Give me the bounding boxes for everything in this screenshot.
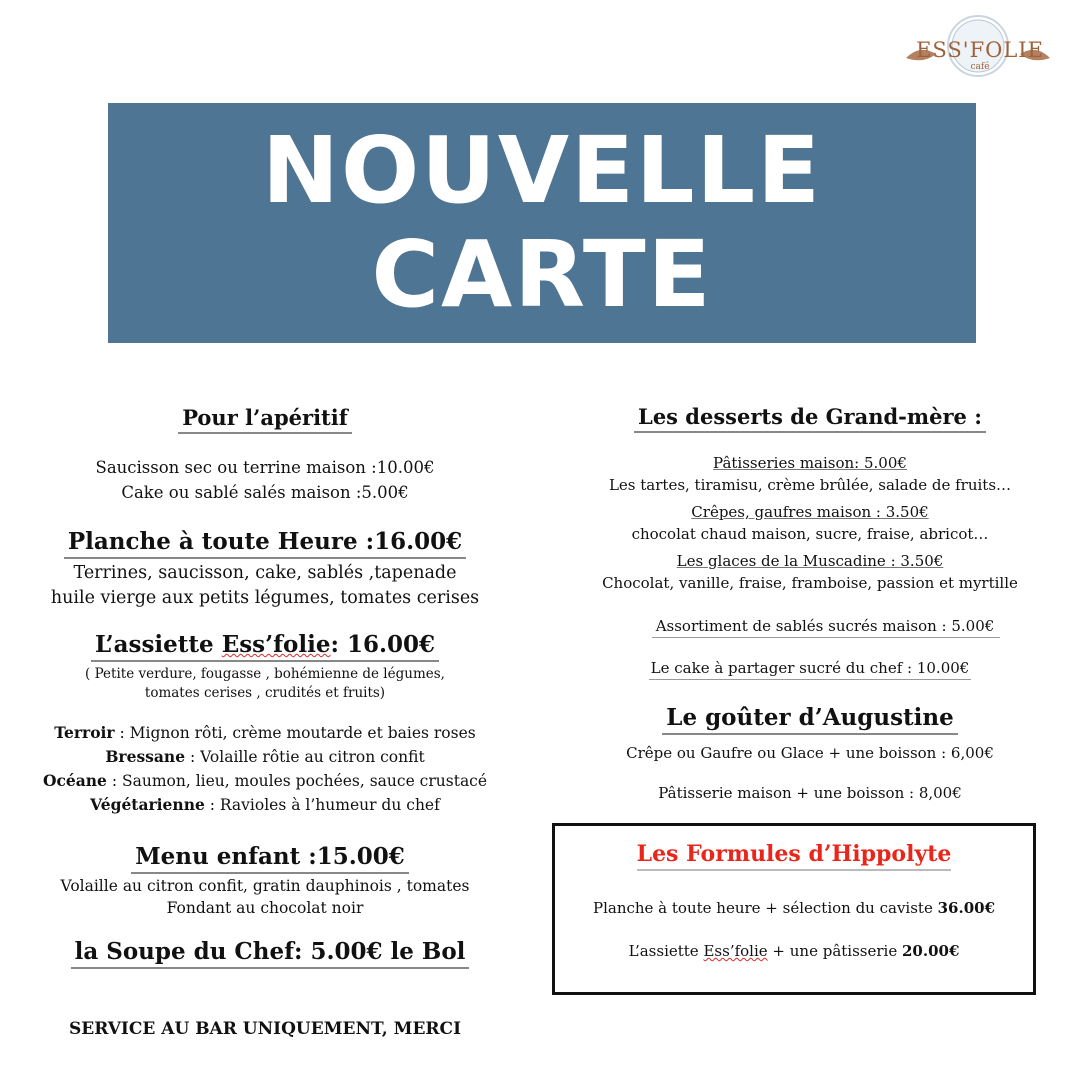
variant-description: : Ravioles à l’humeur du chef [204,796,440,814]
variant-description: : Mignon rôti, crème moutarde et baies roses [114,724,476,742]
title-banner [108,103,976,343]
variant-name: Bressane [105,747,186,766]
variant-description: : Saumon, lieu, moules pochées, sauce crustacé [106,772,488,790]
dessert-heading: Les glaces de la Muscadine : 3.50€ [676,552,944,570]
dessert-description: Les tartes, tiramisu, crème brûlée, salade de fruits… [608,476,1012,494]
assiette-title-price: : 16.00€ [330,631,436,658]
dessert-heading: Pâtisseries maison: 5.00€ [713,454,907,472]
assiette-section [0,631,530,658]
assiette-variants [0,721,530,817]
variant-row [0,793,530,817]
desserts-title: Les desserts de Grand-mère : [634,404,986,433]
menu-enfant-title: Menu enfant :15.00€ [131,843,409,874]
formule-item [555,899,1033,917]
cake-text: Le cake à partager sucré du chef : 10.00€ [649,659,972,680]
planche-description [0,561,530,611]
dessert-item [540,550,1080,594]
variant-description: : Volaille rôtie au citron confit [185,748,425,766]
formule-description: Planche à toute heure + sélection du caviste [592,899,938,917]
gouter-item: Pâtisserie maison + une boisson : 8,00€ [658,784,962,802]
assiette-description [0,665,530,703]
variant-name: Terroir [54,723,115,742]
variant-name: Océane [42,771,107,790]
formule-description: + une pâtisserie [767,942,902,960]
menu-enfant-section [0,843,540,870]
formule-item [555,942,1033,960]
variant-name: Végétarienne [90,795,205,814]
formules-header [555,841,1033,867]
formule-price: 20.00€ [901,942,960,960]
variant-row [0,769,530,793]
dessert-heading: Crêpes, gaufres maison : 3.50€ [691,503,929,521]
aperitif-list [0,455,530,505]
planche-section [0,528,530,555]
service-note: SERVICE AU BAR UNIQUEMENT, MERCI [68,1019,462,1039]
dessert-description: Chocolat, vanille, fraise, framboise, passion et myrtille [602,574,1018,592]
banner-title-line-1: NOUVELLE [261,117,823,224]
assiette-title-prefix: L’assiette [94,631,222,658]
menu-enfant-description [0,875,530,919]
gouter-section [540,704,1080,731]
planche-line: huile vierge aux petits légumes, tomates cerises [50,588,480,608]
assiette-title [91,631,439,662]
sables-text: Assortiment de sablés sucrés maison : 5.00€ [652,617,1001,638]
soupe-title: la Soupe du Chef: 5.00€ le Bol [71,938,470,969]
dessert-item [540,452,1080,496]
menu-enfant-line: Volaille au citron confit, gratin dauphinois , tomates [60,877,470,895]
cake-line [540,659,1080,677]
assiette-line: ( Petite verdure, fougasse , bohémienne de légumes, [85,666,445,682]
formules-box [552,823,1036,995]
sables-line [556,617,1080,635]
assiette-title-name: Ess’folie [221,631,331,658]
variant-row [0,721,530,745]
cafe-logo [900,12,1060,78]
dessert-description: chocolat chaud maison, sucre, fraise, abricot… [631,525,989,543]
gouter-title: Le goûter d’Augustine [662,704,957,735]
formule-name: Ess’folie [703,942,768,960]
menu-enfant-line: Fondant au chocolat noir [166,899,364,917]
gouter-item: Crêpe ou Gaufre ou Glace + une boisson : 6,00€ [626,744,994,762]
aperitif-item: Saucisson sec ou terrine maison :10.00€ [95,458,435,477]
logo-wordmark: ESS'FOLIE [916,38,1044,62]
soupe-section [0,938,540,965]
aperitif-item: Cake ou sablé salés maison :5.00€ [121,483,409,502]
formule-description: L’assiette [628,942,704,960]
formule-price: 36.00€ [937,899,996,917]
logo-subtitle: café [970,62,990,72]
banner-title-line-2: CARTE [371,221,713,328]
desserts-list [540,452,1080,594]
desserts-section [540,404,1080,429]
planche-line: Terrines, saucisson, cake, sablés ,tapenade [73,563,457,583]
aperitif-section [0,405,530,430]
aperitif-title: Pour l’apéritif [178,405,352,434]
formules-title: Les Formules d’Hippolyte [637,841,952,871]
planche-title: Planche à toute Heure :16.00€ [64,528,466,559]
dessert-item [540,501,1080,545]
variant-row [0,745,530,769]
assiette-line: tomates cerises , crudités et fruits) [144,685,386,701]
